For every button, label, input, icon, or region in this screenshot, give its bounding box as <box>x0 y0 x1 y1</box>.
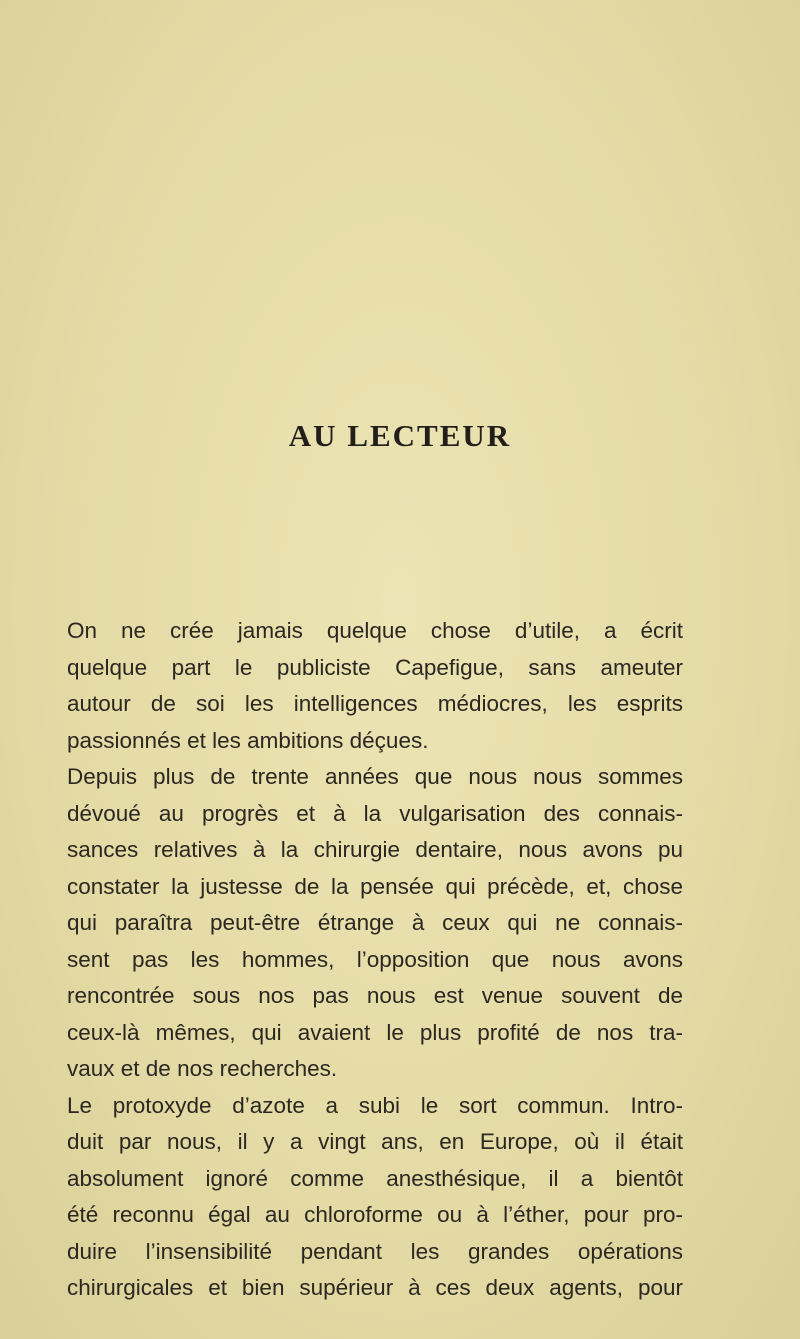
text-line: Le protoxyde d’azote a subi le sort commun. Intro- <box>67 1092 683 1118</box>
text-line: chirurgicales et bien supérieur à ces deux agents, pour <box>67 1275 683 1300</box>
text-line: sances relatives à la chirurgie dentaire, nous avons pu <box>67 837 683 862</box>
text-line: duire l’insensibilité pendant les grandes opérations <box>67 1238 683 1264</box>
text-line: duit par nous, il y a vingt ans, en Europe, où il était <box>67 1129 683 1154</box>
text-line: ceux-là mêmes, qui avaient le plus profité de nos tra- <box>67 1019 683 1045</box>
text-line: constater la justesse de la pensée qui précède, et, chose <box>67 873 683 899</box>
text-line: On ne crée jamais quelque chose d’utile, a écrit <box>67 618 683 643</box>
text-line: autour de soi les intelligences médiocres, les esprits <box>67 691 683 716</box>
text-line: passionnés et les ambitions déçues. <box>67 727 429 753</box>
text-line: vaux et de nos recherches. <box>67 1056 338 1081</box>
body-text <box>67 613 683 1307</box>
text-line: Depuis plus de trente années que nous nous sommes <box>67 764 683 789</box>
text-line: quelque part le publiciste Capefigue, sans ameuter <box>67 654 683 680</box>
text-line: dévoué au progrès et à la vulgarisation des connais- <box>67 800 683 826</box>
text-line: rencontrée sous nos pas nous est venue souvent de <box>67 983 683 1008</box>
page-heading: AU LECTEUR <box>288 418 512 453</box>
text-line: qui paraîtra peut-être étrange à ceux qui ne connais- <box>67 910 683 935</box>
text-line: absolument ignoré comme anesthésique, il a bientôt <box>67 1165 683 1191</box>
text-line: sent pas les hommes, l’opposition que nous avons <box>67 946 683 972</box>
text-line: été reconnu égal au chloroforme ou à l’éther, pour pro- <box>67 1202 683 1227</box>
